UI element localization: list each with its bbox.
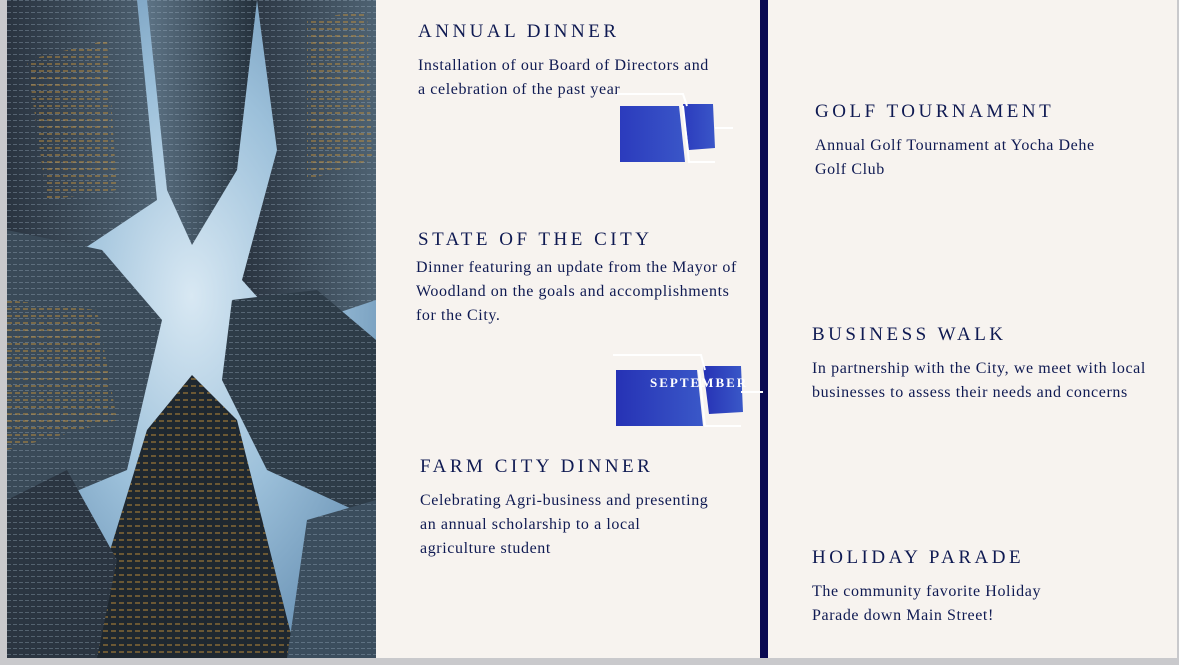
timeline-divider	[760, 0, 768, 658]
month-tag-september	[613, 352, 763, 432]
event-golf-tournament	[815, 100, 1155, 182]
skyscraper-photo	[7, 0, 376, 658]
event-description: Dinner featuring an update from the Mayor of Woodland on the goals and accomplishments for the City.	[416, 259, 737, 324]
event-title: HOLIDAY PARADE	[812, 547, 1025, 568]
event-title: GOLF TOURNAMENT	[815, 101, 1055, 122]
event-description: The community favorite Holiday Parade down Main Street!	[812, 583, 1042, 624]
brochure-page	[7, 0, 1177, 658]
event-title: BUSINESS WALK	[812, 324, 1007, 345]
event-state-of-the-city	[416, 228, 756, 328]
event-description: Annual Golf Tournament at Yocha Dehe Golf Club	[815, 137, 1095, 178]
event-annual-dinner	[418, 20, 738, 102]
event-title: FARM CITY DINNER	[420, 456, 654, 477]
event-farm-city-dinner	[420, 455, 740, 561]
event-description: Celebrating Agri-business and presenting an annual scholarship to a local agriculture student	[420, 492, 709, 557]
tag-label: SEPTEMBER	[650, 375, 748, 390]
event-title: ANNUAL DINNER	[418, 21, 620, 42]
bottom-strip	[0, 658, 1179, 665]
tag-shape	[617, 92, 737, 166]
month-tag	[617, 92, 737, 166]
event-description: In partnership with the City, we meet with local businesses to assess their needs and concerns	[812, 360, 1146, 401]
event-title: STATE OF THE CITY	[418, 229, 653, 250]
event-business-walk	[812, 323, 1157, 405]
tag-shape	[613, 352, 763, 432]
event-description: Installation of our Board of Directors and a celebration of the past year	[418, 57, 709, 98]
event-holiday-parade	[812, 546, 1152, 628]
